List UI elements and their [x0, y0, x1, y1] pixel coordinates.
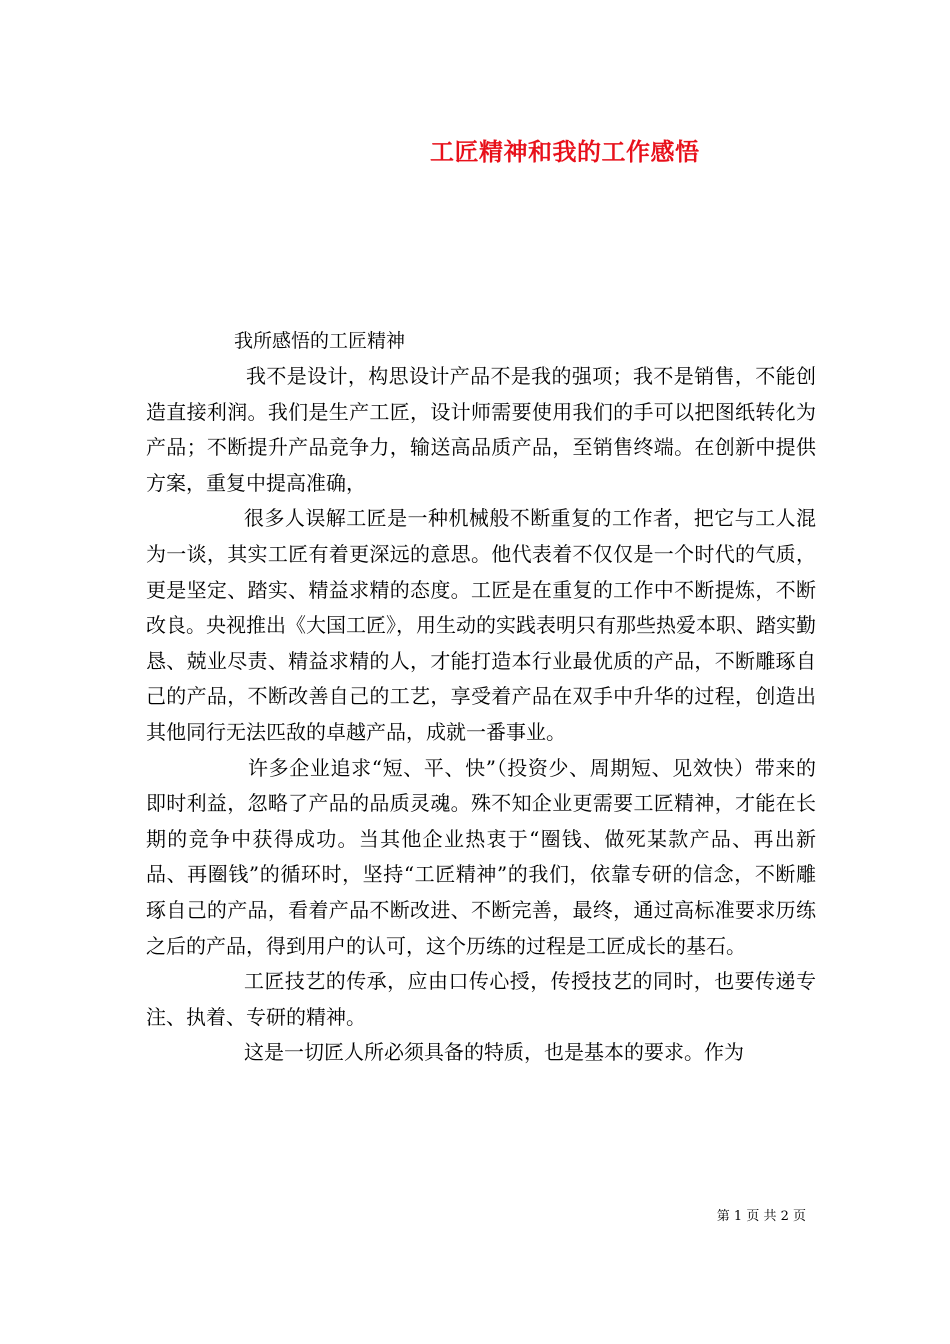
paragraph: 许多企业追求“短、平、快”（投资少、周期短、见效快）带来的即时利益，忽略了产品的品质灵魂。殊不知企业更需要工匠精神，才能在长期的竞争中获得成功。当其他企业热衷于“圈钱、做死某款产品、再出新品、再圈钱”的循环时，坚持“工匠精神”的我们，依靠专研的信念，不断雕琢自己的产品，看着产品不断改进、不断完善，最终，通过高标准要求历练之后的产品，得到用户的认可，这个历练的过程是工匠成长的基石。 — [146, 755, 816, 958]
paragraph: 这是一切匠人所必须具备的特质，也是基本的要求。作为 — [244, 1040, 744, 1065]
document-body — [146, 359, 816, 1071]
paragraph: 工匠技艺的传承，应由口传心授，传授技艺的同时，也要传递专注、执着、专研的精神。 — [146, 969, 816, 1029]
paragraph: 我不是设计，构思设计产品不是我的强项；我不是销售，不能创造直接利润。我们是生产工匠，设计师需要使用我们的手可以把图纸转化为产品；不断提升产品竞争力，输送高品质产品，至销售终端。在创新中提供方案，重复中提高准确， — [146, 364, 816, 495]
page-number: 第 1 页 共 2 页 — [716, 1209, 806, 1224]
document-subtitle: 我所感悟的工匠精神 — [234, 330, 406, 352]
document-title: 工匠精神和我的工作感悟 — [430, 137, 700, 166]
paragraph: 很多人误解工匠是一种机械般不断重复的工作者，把它与工人混为一谈，其实工匠有着更深远的意思。他代表着不仅仅是一个时代的气质，更是坚定、踏实、精益求精的态度。工匠是在重复的工作中不断提炼，不断改良。央视推出《大国工匠》，用生动的实践表明只有那些热爱本职、踏实勤恳、兢业尽责、精益求精的人，才能打造本行业最优质的产品，不断雕琢自己的产品，不断改善自己的工艺，享受着产品在双手中升华的过程，创造出其他同行无法匹敌的卓越产品，成就一番事业。 — [146, 506, 816, 744]
